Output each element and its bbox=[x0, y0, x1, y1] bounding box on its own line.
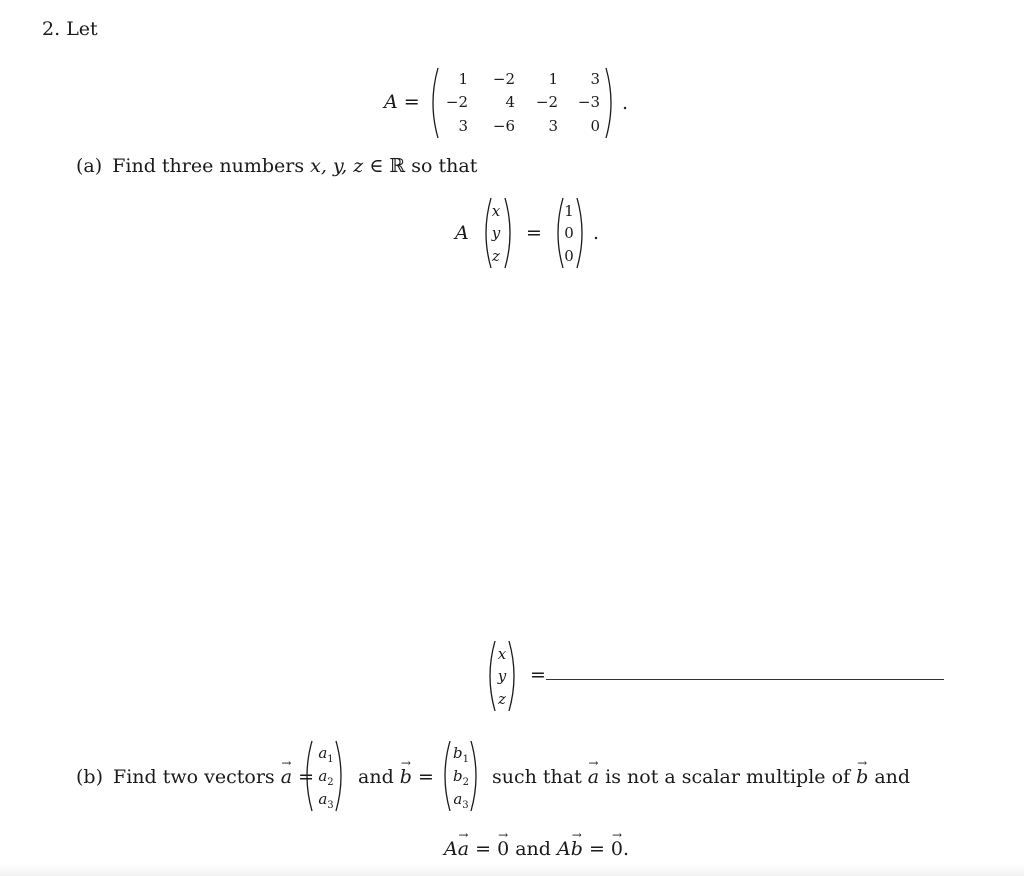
right-paren-icon bbox=[604, 67, 616, 139]
zero-vector: → 0 bbox=[497, 828, 510, 860]
part-b-label: (b) bbox=[76, 766, 103, 788]
matrix-cell: −6 bbox=[492, 117, 515, 135]
part-b-final-equation: A → a = → 0 and A → b = → 0. bbox=[444, 828, 630, 860]
answer-entry-y: y bbox=[497, 667, 507, 685]
vector-arrow-icon: → bbox=[611, 828, 622, 842]
vector-a-entry: $a_3$ bbox=[318, 790, 334, 811]
matrix-cell: 3 bbox=[548, 117, 558, 135]
part-b-statement bbox=[76, 756, 314, 788]
matrix-cell: 1 bbox=[548, 70, 558, 88]
vector-arrow-icon: → bbox=[571, 828, 582, 842]
matrix-cell: 4 bbox=[505, 93, 515, 111]
vector-arrow-icon: → bbox=[400, 756, 411, 770]
part-b-and-text: and → b = bbox=[358, 756, 434, 788]
right-paren-icon bbox=[334, 740, 346, 812]
matrix-cell: 1 bbox=[458, 70, 468, 88]
problem-number: 2. bbox=[42, 18, 61, 40]
vector-b-symbol: → b bbox=[856, 756, 869, 788]
vector-arrow-icon: → bbox=[458, 828, 469, 842]
problem-intro: Let bbox=[66, 18, 98, 40]
answer-line[interactable] bbox=[546, 679, 944, 680]
problem-header bbox=[42, 18, 98, 40]
vector-a-symbol: → a bbox=[280, 756, 293, 788]
part-a-vars: x, y, z bbox=[310, 155, 364, 177]
rhs-entry: 0 bbox=[564, 247, 574, 265]
matrix-cell: 3 bbox=[458, 117, 468, 135]
matrix-cell: 0 bbox=[590, 117, 600, 135]
matrix-a-period: . bbox=[622, 92, 629, 114]
part-a-period: . bbox=[593, 222, 600, 244]
vector-a-symbol: → a bbox=[587, 756, 600, 788]
vector-entry-y: y bbox=[491, 224, 501, 242]
matrix-cell: −2 bbox=[535, 93, 558, 111]
rhs-entry: 1 bbox=[564, 202, 574, 220]
matrix-cell: −2 bbox=[445, 93, 468, 111]
left-paren-icon bbox=[428, 67, 440, 139]
part-a-matrix-symbol: A bbox=[455, 222, 469, 244]
part-b-condition: such that → a is not a scalar multiple of → b and bbox=[492, 756, 911, 788]
vector-b-symbol: → b bbox=[570, 828, 583, 860]
answer-entry-x: x bbox=[497, 645, 507, 663]
vector-entry-z: z bbox=[492, 247, 500, 265]
matrix-cell: −3 bbox=[577, 93, 600, 111]
vector-a-entry: $a_1$ bbox=[318, 744, 334, 765]
matrix-cell: −2 bbox=[492, 70, 515, 88]
vector-entry-x: x bbox=[491, 202, 501, 220]
part-a-equals: = bbox=[526, 222, 542, 244]
part-a-text: Find three numbers bbox=[112, 155, 305, 177]
answer-equals: = bbox=[530, 664, 546, 686]
vector-arrow-icon: → bbox=[281, 756, 292, 770]
page-bottom-shade bbox=[0, 864, 1024, 876]
zero-vector: → 0 bbox=[610, 828, 624, 860]
vector-arrow-icon: → bbox=[857, 756, 868, 770]
vector-b-symbol: → b bbox=[399, 756, 412, 788]
vector-a-symbol: → a bbox=[457, 828, 470, 860]
vector-arrow-icon: → bbox=[588, 756, 599, 770]
vector-b-entry: $a_3$ bbox=[453, 790, 469, 811]
part-b-text: Find two vectors bbox=[113, 766, 275, 788]
part-b-equals-a: = bbox=[298, 766, 314, 788]
right-paren-icon bbox=[507, 640, 519, 712]
part-a-label: (a) bbox=[76, 155, 103, 177]
part-a-text-end: so that bbox=[411, 155, 478, 177]
part-a-in-r: ∈ ℝ bbox=[369, 155, 406, 177]
vector-a-entry: $a_2$ bbox=[318, 767, 334, 788]
answer-entry-z: z bbox=[498, 690, 506, 708]
matrix-a-lhs: A = bbox=[384, 91, 420, 113]
right-paren-icon bbox=[503, 197, 515, 269]
vector-b-entry: $b_1$ bbox=[453, 744, 469, 765]
vector-arrow-icon: → bbox=[498, 828, 509, 842]
part-a-statement bbox=[76, 155, 477, 177]
matrix-cell: 3 bbox=[590, 70, 600, 88]
rhs-entry: 0 bbox=[564, 224, 574, 242]
right-paren-icon bbox=[575, 197, 587, 269]
right-paren-icon bbox=[469, 740, 481, 812]
vector-b-entry: $b_2$ bbox=[453, 767, 469, 788]
